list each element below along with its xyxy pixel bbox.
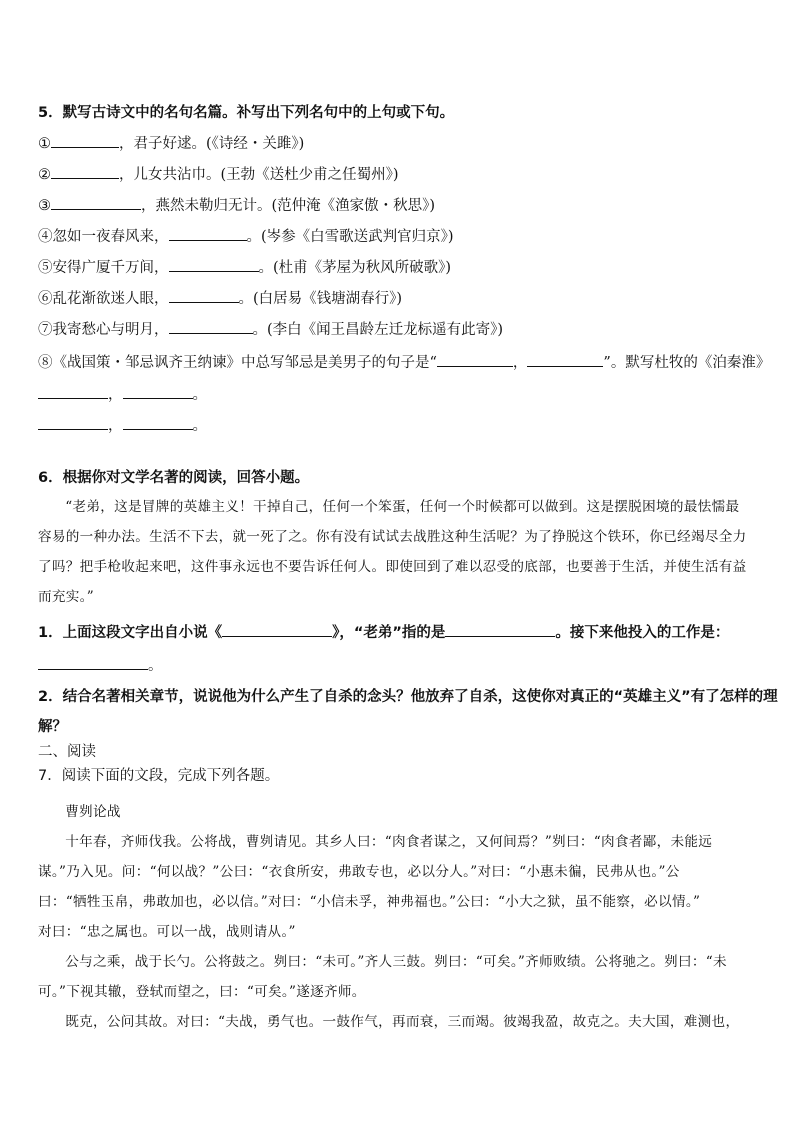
passage-line: 曰：“牺牲玉帛，弗敢加也，必以信。”对曰：“小信未孚，神弗福也。”公曰：“小大之狱，虽不能察，必以情。” — [38, 894, 701, 910]
q6-sub2-line-1: 2．结合名著相关章节，说说他为什么产生了自杀的念头？他放弃了自杀，这使你对真正的“英雄主义”有了怎样的理 — [38, 689, 778, 705]
q5-item-7 — [38, 319, 503, 340]
q7-title: 7．阅读下面的文段，完成下列各题。 — [38, 768, 280, 784]
item-number: ④ — [38, 229, 53, 245]
blank[interactable] — [169, 288, 239, 303]
passage-line: “老弟，这是冒牌的英雄主义！干掉自己，任何一个笨蛋，任何一个时候都可以做到。这是摆脱困境的最怯懦最 — [65, 499, 740, 515]
passage-line: 对曰：“忠之属也。可以一战，战则请从。” — [38, 924, 296, 940]
q5-item-8-line-3 — [38, 415, 207, 436]
item-text: 忽如一夜春风来， — [52, 229, 169, 245]
passage-title: 曹刿论战 — [65, 804, 121, 820]
blank[interactable] — [38, 384, 108, 399]
q6-sub1-answer-line — [38, 655, 163, 676]
q7-passage — [38, 797, 760, 1037]
blank[interactable] — [51, 164, 119, 179]
passage-line: 而充实。” — [38, 589, 95, 605]
item-number: ① — [38, 136, 51, 152]
item-text: 。(李白《闻王昌龄左迁龙标遥有此寄》) — [252, 322, 504, 338]
q5-item-2 — [38, 164, 399, 185]
punct: 。 — [148, 658, 163, 674]
passage-line: 可。”下视其辙，登轼而望之，曰：“可矣。”遂逐齐师。 — [38, 984, 366, 1000]
item-text: 乱花渐欲迷人眼， — [52, 291, 169, 307]
item-text: 我寄愁心与明月， — [52, 322, 169, 338]
punct: 。 — [192, 387, 207, 403]
punct: ， — [108, 418, 123, 434]
item-text: ⑧《战国策・邹忌讽齐王纳谏》中总写邹忌是美男子的句子是“ — [38, 355, 437, 371]
passage-line: 十年春，齐师伐我。公将战，曹刿请见。其乡人曰：“肉食者谋之，又何间焉？”刿曰：“肉食者鄙，未能远 — [65, 834, 713, 850]
item-text: 。(岑参《白雪歌送武判官归京》) — [246, 229, 454, 245]
sub-text: 1．上面这段文字出自小说《 — [38, 625, 223, 641]
item-text: 。(白居易《钱塘湖春行》) — [238, 291, 403, 307]
section-heading: 二、阅读 — [38, 744, 96, 760]
q5-item-3 — [38, 195, 435, 216]
punct: ， — [108, 387, 123, 403]
q5-item-8-line-2 — [38, 384, 207, 405]
blank[interactable] — [169, 257, 259, 272]
punct: 。 — [192, 418, 207, 434]
q6-title: 6．根据你对文学名著的阅读，回答小题。 — [38, 470, 310, 486]
item-text: 。(杜甫《茅屋为秋风所破歌》) — [258, 260, 452, 276]
item-text: ， — [512, 355, 528, 371]
q5-item-4 — [38, 226, 454, 247]
item-number: ⑦ — [38, 322, 53, 338]
item-number: ② — [38, 167, 51, 183]
blank[interactable] — [38, 415, 108, 430]
blank[interactable] — [51, 133, 119, 148]
item-text: ，君子好逑。(《诗经・关雎》) — [119, 136, 305, 152]
item-number: ③ — [38, 198, 51, 214]
passage-line: 谋。”乃入见。问：“何以战？”公曰：“衣食所安，弗敢专也，必以分人。”对曰：“小惠未徧，民弗从也。”公 — [38, 864, 680, 880]
sub-text: 》，“老弟”指的是 — [332, 625, 446, 641]
blank[interactable] — [123, 384, 193, 399]
blank[interactable] — [123, 415, 193, 430]
blank[interactable] — [169, 319, 253, 334]
blank[interactable] — [51, 195, 141, 210]
passage-line: 了吗？把手枪收起来吧，这件事永远也不要告诉任何人。即使回到了难以忍受的底部，也要善于生活，并使生活有益 — [38, 559, 747, 575]
q5-item-6 — [38, 288, 402, 309]
blank-novel[interactable] — [222, 622, 332, 637]
q5-item-8 — [38, 352, 770, 373]
blank[interactable] — [527, 352, 603, 367]
q5-title: 5．默写古诗文中的名句名篇。补写出下列名句中的上句或下句。 — [38, 105, 455, 121]
blank[interactable] — [169, 226, 247, 241]
item-text: ”。默写杜牧的《泊秦淮》 — [603, 355, 771, 371]
q5-item-5 — [38, 257, 451, 278]
q6-passage — [38, 492, 760, 612]
item-text: 安得广厦千万间， — [52, 260, 169, 276]
q6-sub1 — [38, 622, 729, 643]
item-text: ，燕然未勒归无计。(范仲淹《渔家傲・秋思》) — [141, 198, 436, 214]
sub-text: 。接下来他投入的工作是： — [555, 625, 730, 641]
blank-work[interactable] — [38, 655, 148, 670]
item-number: ⑥ — [38, 291, 53, 307]
passage-line: 容易的一种办法。生活不下去，就一死了之。你有没有试试去战胜这种生活呢？为了挣脱这个铁环，你已经竭尽全力 — [38, 529, 747, 545]
item-text: ，儿女共沾巾。(王勃《送杜少甫之任蜀州》) — [119, 167, 399, 183]
passage-line: 公与之乘，战于长勺。公将鼓之。刿曰：“未可。”齐人三鼓。刿曰：“可矣。”齐师败绩。公将驰之。刿曰：“未 — [65, 954, 727, 970]
item-number: ⑤ — [38, 260, 53, 276]
blank[interactable] — [437, 352, 513, 367]
q6-sub2-line-2: 解？ — [38, 719, 67, 735]
blank-person[interactable] — [445, 622, 555, 637]
q5-item-1 — [38, 133, 304, 154]
passage-line: 既克，公问其故。对曰：“夫战，勇气也。一鼓作气，再而衰，三而竭。彼竭我盈，故克之。夫大国，难测也， — [65, 1014, 740, 1030]
